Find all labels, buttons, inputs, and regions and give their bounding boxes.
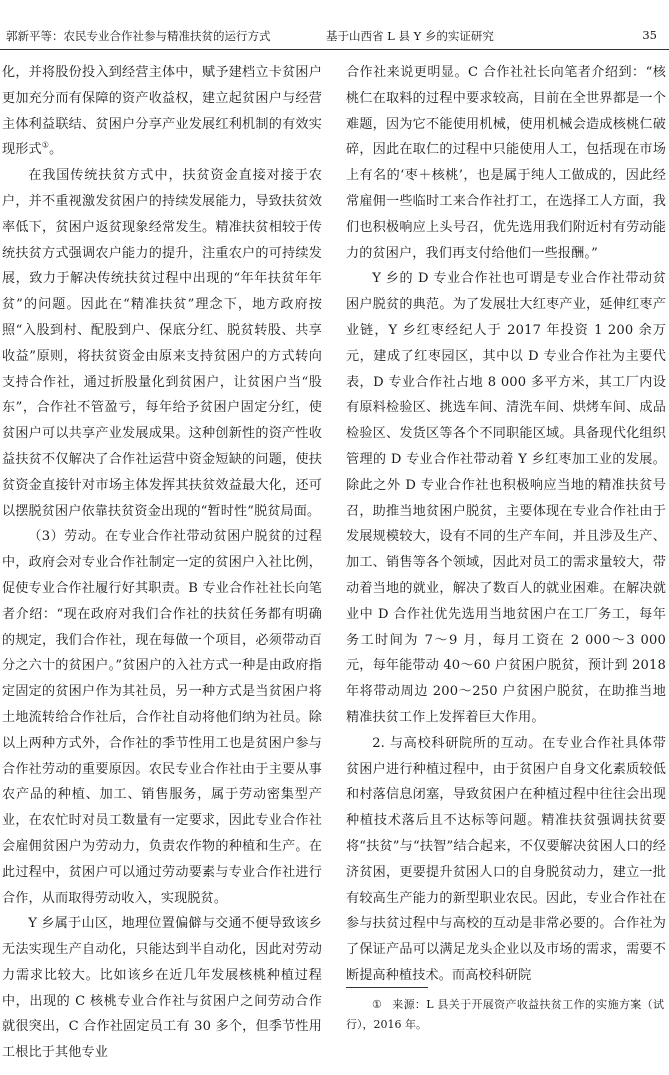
footnote-mark: ①: [372, 998, 382, 1011]
page-header: [0, 0, 669, 52]
left-column: [2, 60, 322, 1066]
header-rule: [0, 49, 669, 50]
paragraph: 化，并将股份投入到经营主体中，赋予建档立卡贫困户更加充分而有保障的资产收益权，建立起贫困户与经营主体利益联结、贫困户分享产业发展红利机制的有效实现形式①。: [2, 65, 322, 158]
footnote: [346, 995, 664, 1035]
paragraph: Y 乡的 D 专业合作社也可谓是专业合作社带动贫困户脱贫的典范。为了发展壮大红枣产业，延伸红枣产业链，Y 乡红枣经纪人于 2017 年投资 1 200 余万元，建成了红枣园区，其中以 D 专业合作社为主要代表，D 专业合作社占地 8 000 多平方米，其工厂内设有原料检验区、挑选车间、清洗车间、烘烤车间、成品检验区、发货区等各个不同职能区域。具备现代化组织管理的 D 专业合作社带动着 Y 乡红枣加工业的发展。除此之外 D 专业合作社也积极响应当地的精准扶贫号召，助推当地贫困户脱贫，主要体现在专业合作社由于发展规模较大，设有不同的生产车间，并且涉及生产、加工、销售等各个领域，因此对员工的需求量较大，带动着当地的就业，解决了数百人的就业困难。在解决就业中 D 合作社优先选用当地贫困户在工厂务工，每年务工时间为 7～9 月，每月工资在 2 000～3 000 元，每年能带动 40～60 户贫困户脱贫，预计到 2018 年将带动周边 200～250 户贫困户脱贫，在助推当地精准扶贫工作上发挥着巨大作用。: [346, 271, 666, 725]
paragraph: 2. 与高校科研院所的互动。在专业合作社具体带贫困户进行种植过程中，由于贫困户自身文化素质较低和村落信息闭塞，导致贫困户在种植过程中往往会出现种植技术落后且不达标等问题。精准扶贫强调扶贫要将“扶贫”与“扶智”结合起来，不仅要解决贫困人口的经济贫困，更要提升贫困人口的自身脱贫动力，建立一批有较高生产能力的新型职业农民。因此，专业合作社在参与扶贫过程中与高校的互动是非常必要的。合作社为了保证产品可以满足龙头企业以及市场的需求，需要不断提高种植技术。而高校科研院: [346, 735, 666, 983]
paragraph: Y 乡属于山区，地理位置偏僻与交通不便导致该乡无法实现生产自动化，只能达到半自动化，因此对劳动力需求比较大。比如该乡在近几年发展核桃种植过程中，出现的 C 核桃专业合作社与贫困户之间劳动合作就很突出，C 合作社固定员工有 30 多个，但季节性用工根比于其他专业: [2, 916, 322, 1061]
page-number: 35: [642, 28, 657, 42]
paragraph: （3）劳动。在专业合作社带动贫困户脱贫的过程中，政府会对专业合作社制定一定的贫困户入社比例，促使专业合作社履行好其职责。B 专业合作社社长向笔者介绍：“现在政府对我们合作社的扶贫任务都有明确的规定，我们合作社，现在每做一个项目，必须带动百分之六十的贫困户。”贫困户的入社方式一种是由政府指定固定的贫困户作为其社员，另一种方式是当贫困户将土地流转给合作社后，合作社自动将他们纳为社员。除以上两种方式外，合作社的季节性用工也是贫困户参与合作社劳动的重要原因。农民专业合作社由于主要从事农产品的种植、加工、销售服务，属于劳动密集型产业，在农忙时对员工数量有一定要求，因此专业合作社会雇佣贫困户为劳动力，负责农作物的种植和生产。在此过程中，贫困户可以通过劳动要素与专业合作社进行合作，从而取得劳动收入，实现脱贫。: [2, 529, 322, 906]
footnote-ref: ①: [41, 141, 50, 151]
paragraph: 在我国传统扶贫方式中，扶贫资金直接对接于农户，并不重视激发贫困户的持续发展能力，导致扶贫效率低下，贫困户返贫现象经常发生。精准扶贫相较于传统扶贫方式强调农户能力的提升，注重农户的可持续发展，致力于解决传统扶贫过程中出现的“年年扶贫年年贫”的问题。因此在“精准扶贫”理念下，地方政府按照“入股到村、配股到户、保底分红、脱贫转股、共享收益”原则，将扶贫资金由原来支持贫困户的方式转向支持合作社，通过折股量化到贫困户，让贫困户当“股东”，合作社不管盈亏，每年给予贫困户固定分红，使贫困户可以共享产业发展成果。这种创新性的资产性收益扶贫不仅解决了合作社运营中资金短缺的问题，使扶贫资金直接针对市场主体发挥其扶贫效益最大化，还可以摆脱贫困户依靠扶贫资金出现的“暂时性”脱贫局面。: [2, 168, 322, 519]
running-head-authors: 郭新平等：农民专业合作社参与精准扶贫的运行方式: [6, 29, 271, 43]
right-column: [346, 60, 666, 989]
footnote-text: 来源：L 县关于开展资产收益扶贫工作的实施方案（试行），2016 年。: [346, 998, 664, 1031]
footnote-rule: [346, 987, 428, 988]
running-head-title: 基于山西省 L 县 Y 乡的实证研究: [326, 29, 494, 43]
paragraph: 合作社来说更明显。C 合作社社长向笔者介绍到：“核桃仁在取料的过程中要求较高，目前在全世界都是一个难题，因为它不能使用机械，使用机械会造成核桃仁破碎，因此在取仁的过程中只能使用人工，包括现在市场上有名的‘枣＋核桃’，也是属于纯人工做成的，因此经常雇佣一些临时工来合作社打工，在选择工人方面，我们也积极响应上头号召，优先选用我们附近村有劳动能力的贫困户，我们再支付给他们一些报酬。”: [346, 65, 666, 261]
